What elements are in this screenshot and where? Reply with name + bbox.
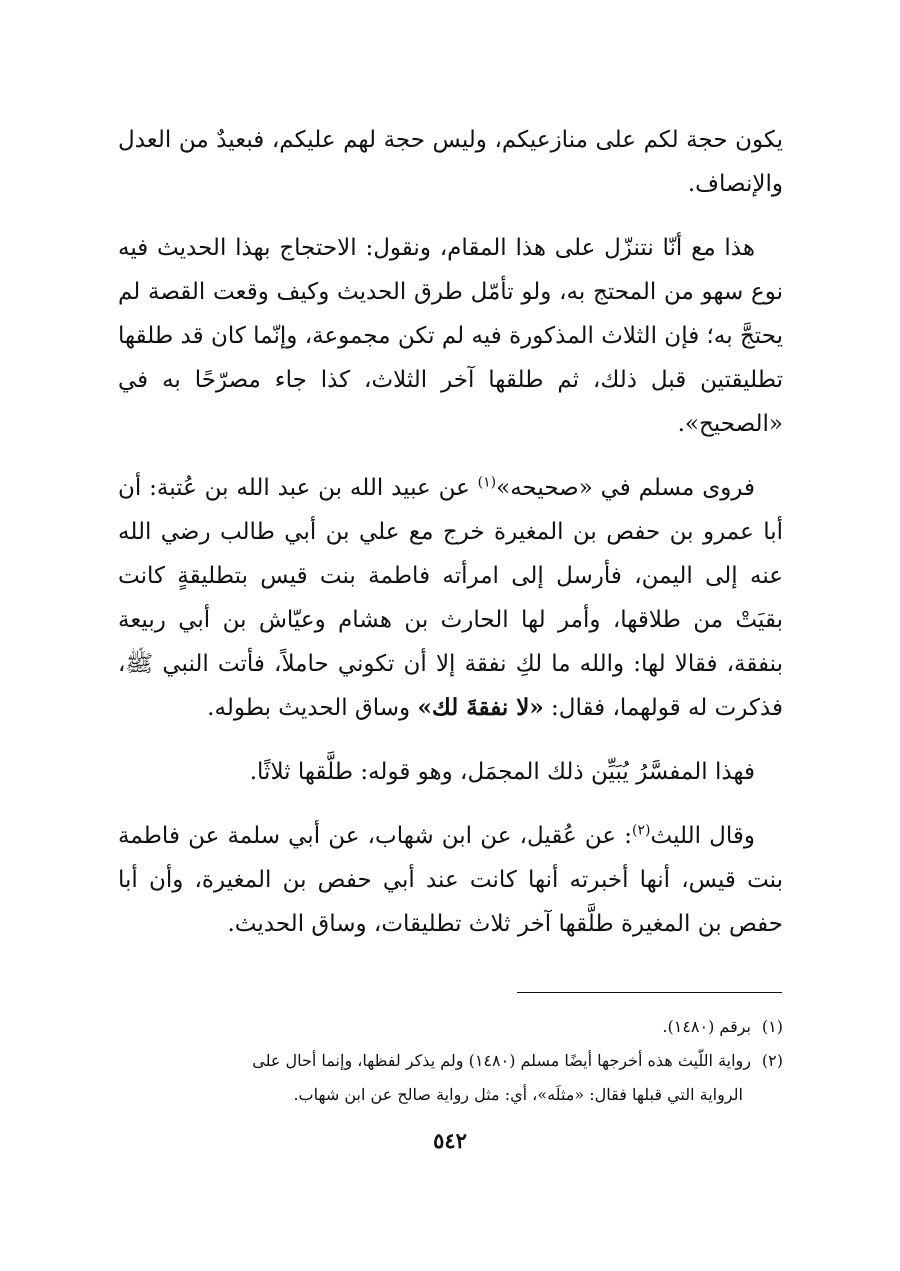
paragraph-5 [118, 814, 783, 946]
footnote-2-continuation: الرواية التي قبلها فقال: «مثلَه»، أي: مثل رواية صالح عن ابن شهاب. [293, 1085, 743, 1104]
page-number: ٥٤٢ [433, 1128, 467, 1153]
footnote-1-text: برقم (١٤٨٠). [662, 1017, 751, 1036]
footnote-2 [118, 1044, 783, 1078]
main-text [118, 118, 783, 946]
footnote-ref-2[interactable]: (٢) [632, 822, 651, 839]
footnote-separator [517, 992, 782, 993]
footnote-2-number: (٢) [761, 1051, 783, 1070]
paragraph-5-rest: : عن عُقيل، عن ابن شهاب، عن أبي سلمة عن فاطمة بنت قيس، أنها أخبرته أنها كانت عند أبي حفص بن المغيرة، وأن أبا حفص بن المغيرة طلَّقها آخر ثلاث تطليقات، وساق الحديث. [118, 823, 783, 937]
paragraph-2: هذا مع أنّا نتنزّل على هذا المقام، ونقول: الاحتجاج بهذا الحديث فيه نوع سهو من المحتج به، ولو تأمّل طرق الحديث وكيف وقعت القصة لم يحتجَّ به؛ فإن الثلاث المذكورة فيه لم تكن مجموعة، وإنّما كان قد طلقها تطليقتين قبل ذلك، ثم طلقها آخر الثلاث، كذا جاء مصرّحًا به في «الصحيح». [118, 235, 783, 437]
paragraph-3-middle: عن عبيد الله بن عبد الله بن عُتبة: أن أبا عمرو بن حفص بن المغيرة خرج مع علي بن أبي طالب رضي الله عنه إلى اليمن، فأرسل إلى امرأته فاطمة بنت قيس بتطليقةٍ كانت بقيَتْ من طلاقها، وأمر لها الحارث بن هشام وعيّاش بن أبي ربيعة بنفقة، فقالا لها: والله ما لكِ نفقة إلا أن تكوني حاملاً، فأتت النبي ﷺ، فذكرت له قولهما، فقال: [118, 475, 783, 721]
footnote-ref-1[interactable]: (١) [477, 474, 497, 491]
footnotes [118, 1010, 783, 1112]
paragraph-3-start: فروى مسلم في «صحيحه» [496, 475, 755, 501]
paragraph-1: يكون حجة لكم على منازعيكم، وليس حجة لهم عليكم، فبعيدٌ من العدل والإنصاف. [118, 127, 783, 197]
paragraph-5-start: وقال الليث [650, 823, 755, 849]
paragraph-3 [118, 466, 783, 730]
footnote-1-number: (١) [761, 1017, 783, 1036]
footnote-1 [118, 1010, 783, 1044]
footnote-2-text: رواية اللّيث هذه أخرجها أيضًا مسلم (١٤٨٠) ولم يذكر لفظها، وإنما أحال على [252, 1051, 751, 1070]
paragraph-4: فهذا المفسَّرُ يُبَيِّن ذلك المجمَل، وهو قوله: طلَّقها ثلاثًا. [249, 759, 755, 785]
paragraph-3-end: وساق الحديث بطوله. [207, 695, 418, 721]
hadith-quote: «لا نفقةَ لك» [417, 694, 544, 721]
